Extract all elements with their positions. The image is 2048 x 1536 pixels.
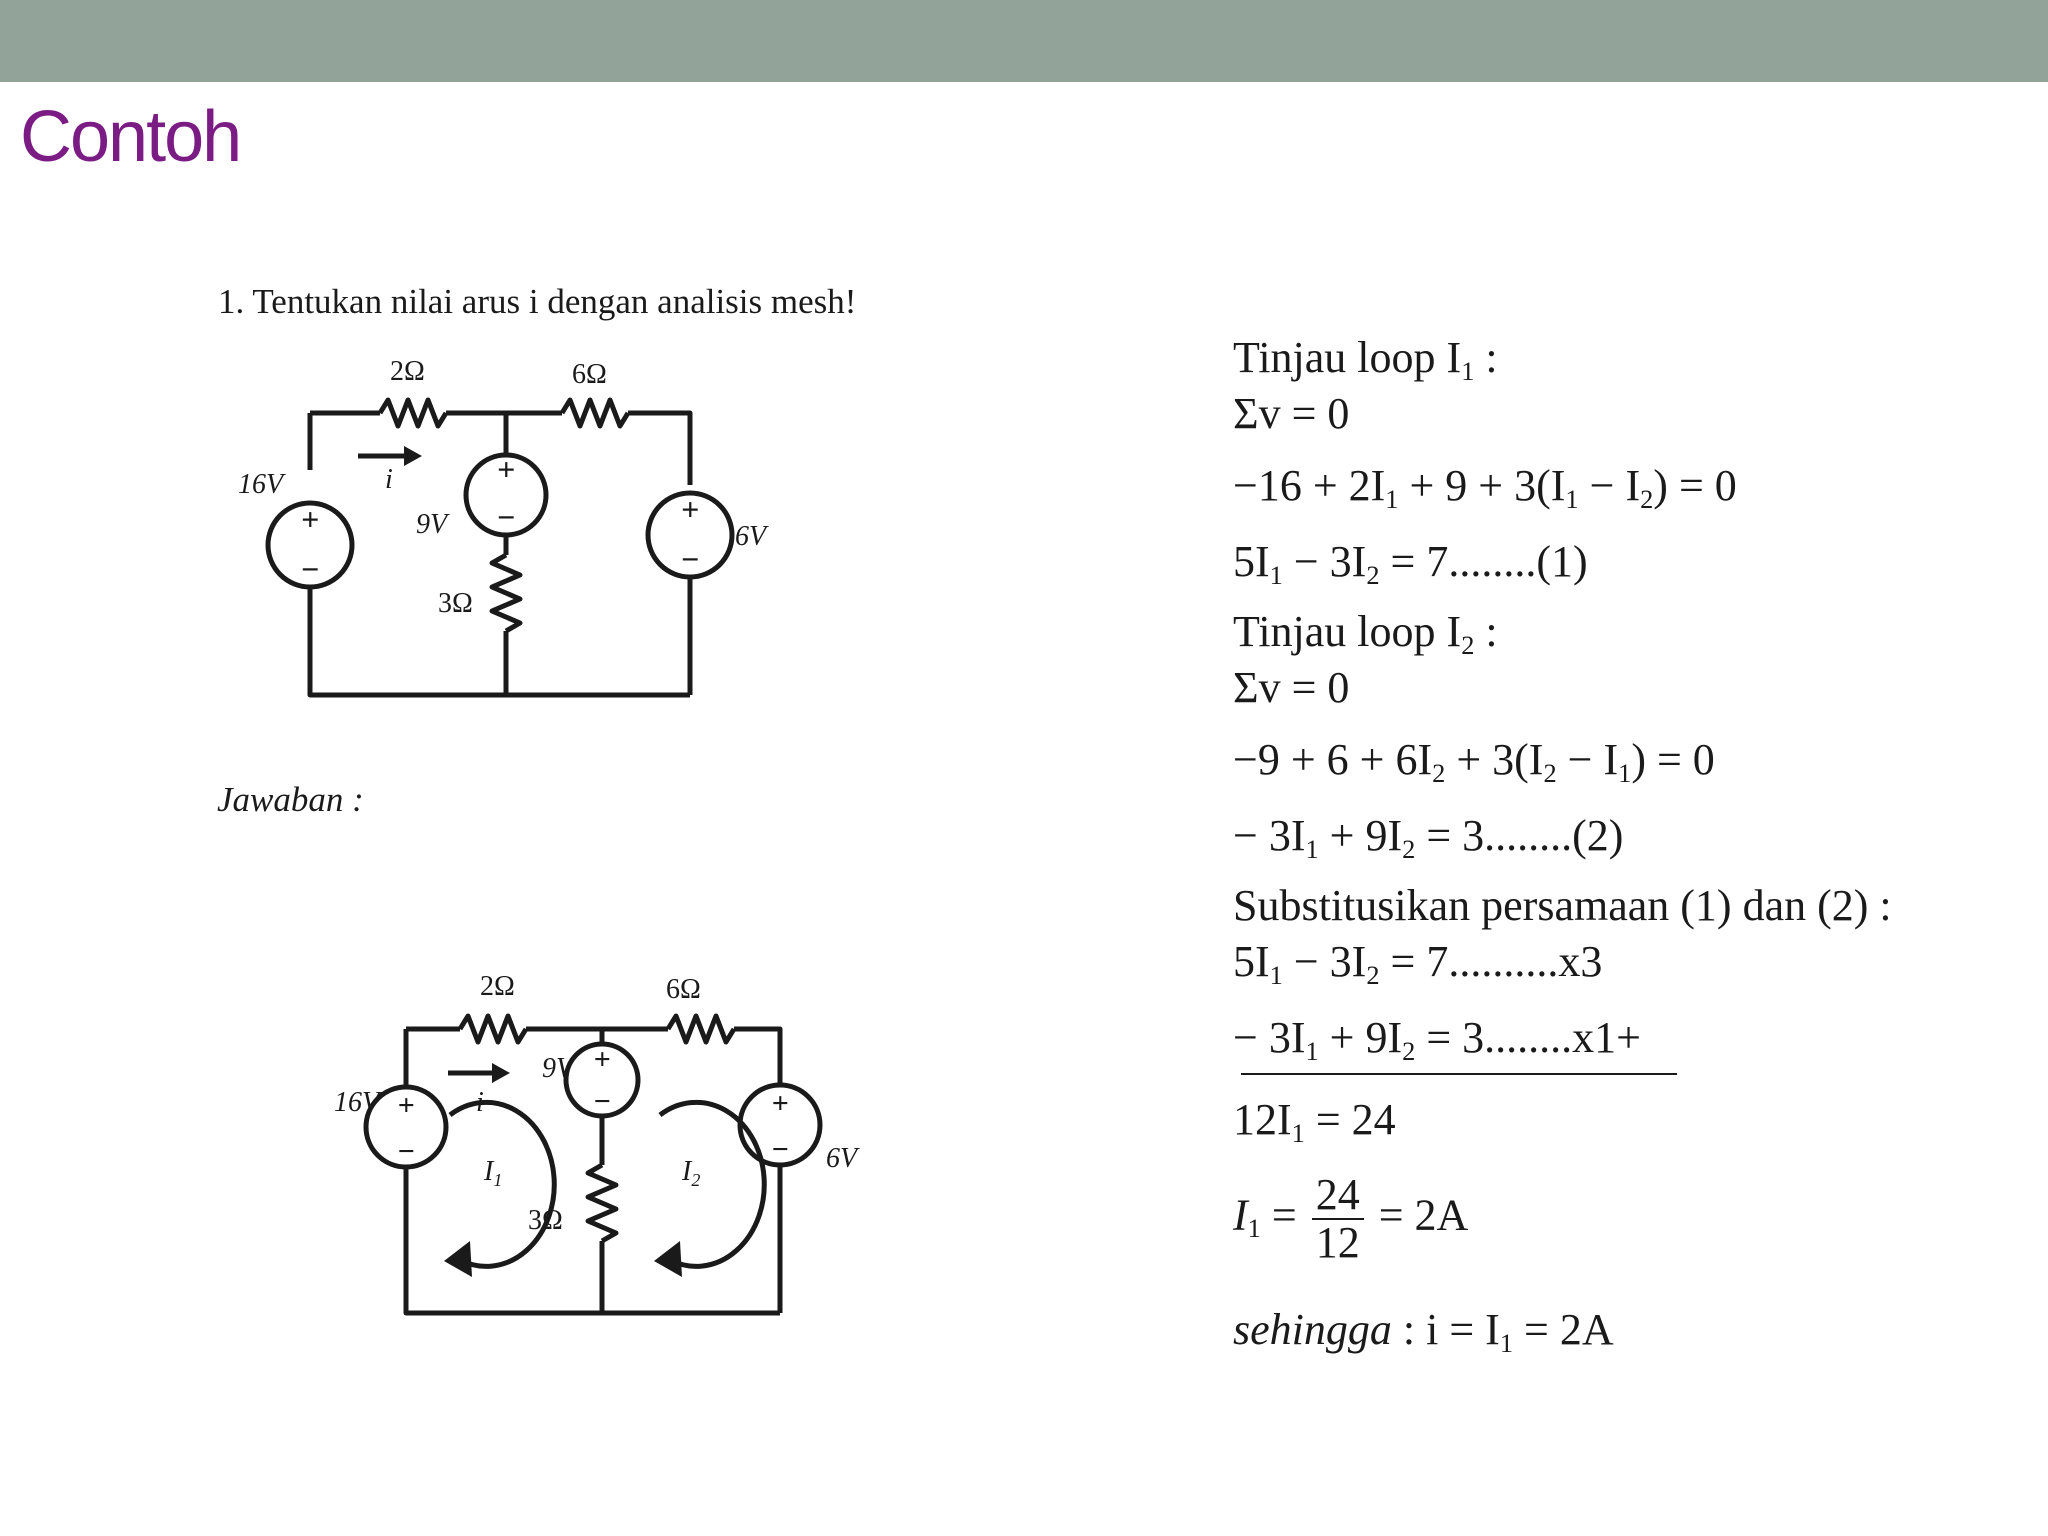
current-arrowhead [404, 446, 422, 466]
loop1-equation: $-16 + 2I_1 + 9 + 3(I_1 - I_2) = 0$ [1233, 461, 1737, 514]
elimination-line-2: − $3I_1 + 9I_2 = 3........x1+$ [1233, 1013, 1641, 1066]
voltage-9v-label: 9V [416, 509, 448, 540]
equation-1: $5I_1 - 3I_2 = 7........(1)$ [1233, 537, 1588, 590]
voltage-16v-label: 16V [238, 469, 284, 500]
plus-sign: + [496, 451, 516, 487]
answer-label: Jawaban : [217, 780, 364, 819]
resistor-6ohm-label: 6Ω [666, 974, 701, 1005]
wire-left-bottom [310, 587, 690, 695]
resistor-2ohm-label: 2Ω [390, 356, 425, 387]
wire-left-bottom [406, 1167, 780, 1313]
voltage-9v-label: 9V [542, 1053, 574, 1084]
circuit-diagram-mesh [330, 965, 858, 1325]
resistor-6ohm-zigzag [668, 1016, 734, 1042]
voltage-6v-label: 6V [735, 521, 767, 552]
kvl-equation-2: Σv = 0 [1233, 663, 1350, 712]
voltage-16v-label: 16V [334, 1087, 380, 1118]
resistor-2ohm-zigzag [380, 400, 446, 426]
loop2-heading: Tinjau loop $I_2$ : [1233, 607, 1498, 660]
loop2-equation: $-9 + 6 + 6I_2 + 3(I_2 - I_1) = 0$ [1233, 735, 1715, 788]
minus-sign: − [496, 499, 516, 535]
resistor-3ohm-zigzag [492, 555, 520, 631]
substitution-heading: Substitusikan persamaan (1) dan (2) : [1233, 881, 1892, 930]
current-i-label: i [385, 464, 393, 495]
minus-sign: − [680, 541, 700, 577]
voltage-6v-label: 6V [826, 1143, 858, 1174]
plus-sign: + [300, 501, 320, 537]
top-banner [0, 0, 2048, 82]
resistor-6ohm-zigzag [562, 400, 628, 426]
plus-sign: + [771, 1087, 789, 1120]
mesh-loop-2-label: $I_2$ [682, 1156, 701, 1190]
question-text: 1. Tentukan nilai arus i dengan analisis mesh! [218, 282, 857, 321]
wire-top-right [734, 1029, 780, 1085]
fraction: $\frac{24}{12}$ [1312, 1172, 1364, 1266]
sum-rule-line [1241, 1073, 1677, 1075]
loop1-heading: Tinjau loop $I_1$ : [1233, 333, 1498, 386]
mesh-loop-2-arrowhead [654, 1241, 682, 1277]
resistor-3ohm-label: 3Ω [438, 588, 473, 619]
plus-sign: + [680, 491, 700, 527]
resistor-2ohm-zigzag [460, 1016, 526, 1042]
plus-sign: + [397, 1089, 415, 1122]
kvl-equation-1: Σv = 0 [1233, 389, 1350, 438]
wire-top-right [628, 413, 690, 485]
minus-sign: − [592, 1085, 612, 1118]
minus-sign: − [770, 1133, 790, 1166]
i1-result: $I_1$ = $\frac{24}{12}$ = 2A [1233, 1170, 1469, 1268]
equation-2: − $3I_1 + 9I_2 = 3........(2)$ [1233, 811, 1624, 864]
resistor-2ohm-label: 2Ω [480, 971, 515, 1002]
mesh-loop-1-arrowhead [444, 1241, 472, 1277]
resistor-3ohm-zigzag [588, 1165, 616, 1241]
circuit-diagram-problem [238, 350, 767, 710]
mesh-loop-2-arc [660, 1102, 764, 1266]
minus-sign: − [396, 1135, 416, 1168]
sum-result: $12I_1 = 24$ [1233, 1095, 1396, 1148]
current-i-label: i [476, 1087, 484, 1118]
elimination-line-1: $5I_1 - 3I_2 = 7..........x3$ [1233, 937, 1603, 990]
mesh-loop-1-label: $I_1$ [484, 1156, 503, 1190]
minus-sign: − [300, 551, 320, 587]
resistor-3ohm-label: 3Ω [528, 1205, 563, 1236]
current-arrowhead [492, 1063, 510, 1083]
slide-title: Contoh [20, 97, 241, 177]
resistor-6ohm-label: 6Ω [572, 359, 607, 390]
final-answer: sehingga : $i = I_1 = 2A$ [1233, 1305, 1614, 1358]
plus-sign: + [593, 1043, 611, 1076]
